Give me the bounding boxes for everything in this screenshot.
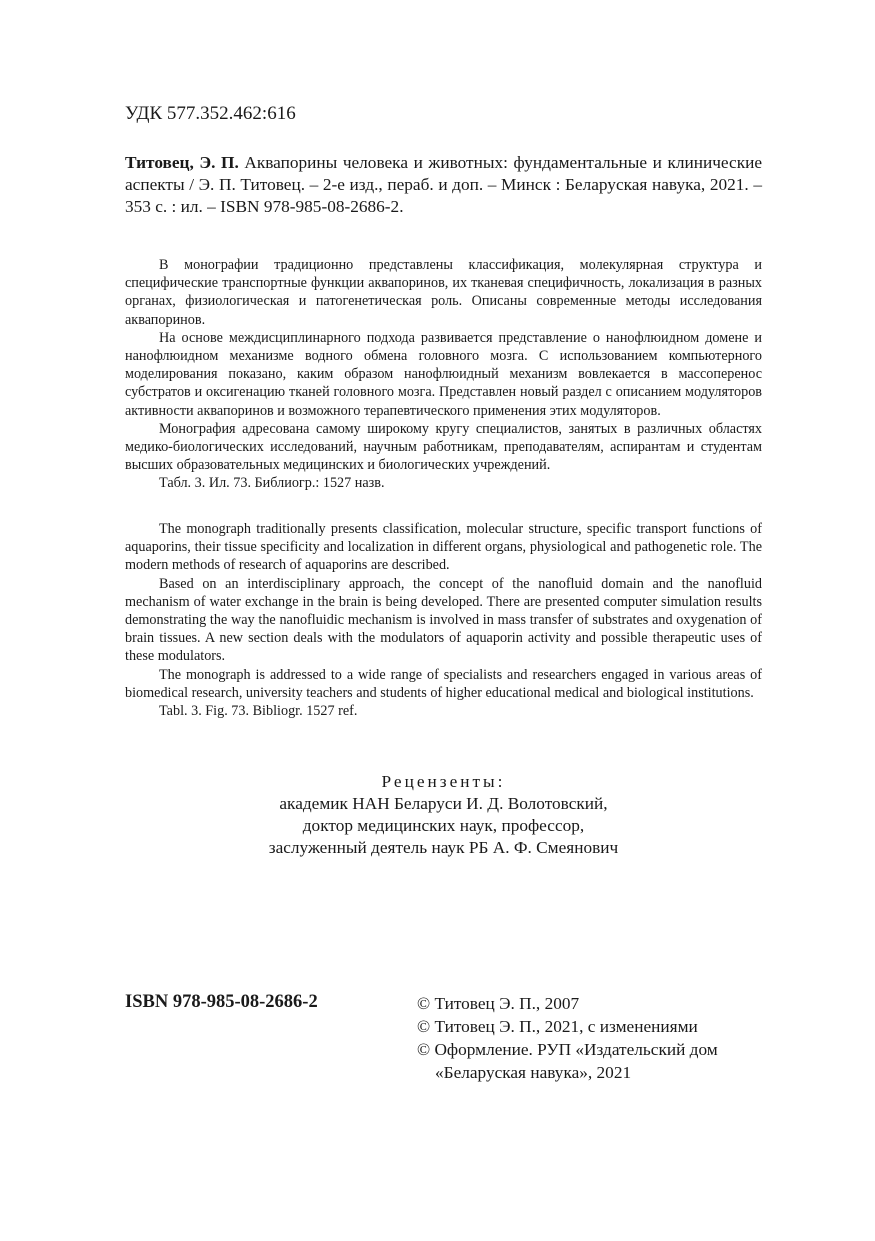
reviewer-line: заслуженный деятель наук РБ А. Ф. Смеянович [268,838,619,857]
reviewer-line: академик НАН Беларуси И. Д. Волотовский, [279,794,608,813]
udk-code: УДК 577.352.462:616 [125,103,296,124]
bibliographic-record [125,152,762,218]
copyright-line: © Титовец Э. П., 2021, с изменениями [417,1017,698,1036]
copyright-line: © Оформление. РУП «Издательский дом [417,1040,718,1059]
reviewers-title: Рецензенты: [381,772,506,791]
bibliographic-description: Аквапорины человека и животных: фундаментальные и клинические аспекты / Э. П. Титовец. – 2-е изд., пераб. и доп. – Минск : Беларуская навука, 2021. – 353 с. : ил. – ISBN 978-985-08-2686-2. [125,153,763,216]
abstract-en-paragraph: The monograph is addressed to a wide range of specialists and researchers engaged in various areas of biomedical research, university teachers and students of higher educational medical and biological institutions. [125,666,762,701]
abstract-ru-paragraph: Монография адресована самому широкому кругу специалистов, занятых в различных областях медико-биологических исследований, научным работникам, преподавателям, аспирантам и студентам высших образовательных медицинских и биологических учреждений. [125,420,762,474]
isbn: ISBN 978-985-08-2686-2 [125,992,318,1012]
abstract-ru-paragraph: В монографии традиционно представлены классификация, молекулярная структура и специфические транспортные функции аквапоринов, их тканевая специфичность, локализация в разных органах, физиологическая и патогенетическая роль. Описаны современные методы исследования аквапоринов. [125,257,762,328]
abstract-en-paragraph: Based on an interdisciplinary approach, the concept of the nanofluid domain and the nanofluid mechanism of water exchange in the brain is being developed. There are presented computer simulation results demonstrating the way the nanofluidic mechanism is involved in mass transfer of substrates and oxygenation of brain tissues. A new section deals with the modulators of aquaporin activity and possible therapeutic uses of these modulators. [125,575,762,665]
copyright-line: «Беларуская навука», 2021 [435,1063,632,1082]
abstract-russian [125,256,762,493]
abstract-ru-paragraph: На основе междисциплинарного подхода развивается представление о нанофлюидном домене и нанофлюидном механизме водного обмена головного мозга. С использованием компьютерного моделирования показано, каким образом нанофлюидный механизм вовлекается в массоперенос субстратов и оксигенацию тканей головного мозга. Представлен новый раздел с описанием модуляторов активности аквапоринов и возможного терапевтического применения этих модуляторов. [125,329,762,419]
reviewers-block [125,771,762,859]
abstract-en-stats: Tabl. 3. Fig. 73. Bibliogr. 1527 ref. [159,703,358,720]
copyright-line: © Титовец Э. П., 2007 [417,994,580,1013]
abstract-ru-stats: Табл. 3. Ил. 73. Библиогр.: 1527 назв. [159,475,385,492]
author-name: Титовец, Э. П. [125,153,239,172]
reviewer-line: доктор медицинских наук, профессор, [302,816,585,835]
copyright-block [417,992,718,1084]
abstract-english [125,520,762,720]
abstract-en-paragraph: The monograph traditionally presents classification, molecular structure, specific transport functions of aquaporins, their tissue specificity and localization in different organs, physiological and pathogenetic role. The modern methods of research of aquaporins are described. [125,521,762,574]
